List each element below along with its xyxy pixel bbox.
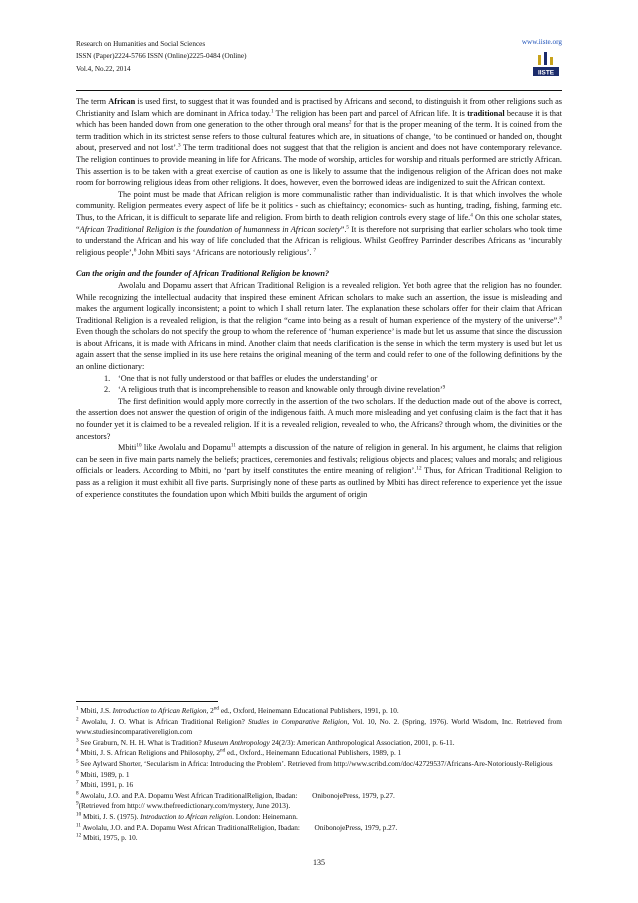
footnote-10: $^{10}$ Mbiti, J. S. (1975). Introduction to African religion. London: Heinemann. bbox=[76, 811, 298, 821]
page-number: 135 bbox=[313, 858, 325, 867]
logo-text: IISTE bbox=[538, 69, 554, 77]
list-item-text: ‘One that is not fully understood or that baffles or eludes the understanding’ or bbox=[118, 373, 378, 383]
issn-line: ISSN (Paper)2224-5766 ISSN (Online)2225-0484 (Online) bbox=[76, 52, 247, 61]
list-item bbox=[104, 373, 562, 385]
footnote-4: $^4$ Mbiti, J. S. African Religions and Philosophy, 2nd ed., Oxford., Heinemann Educational Publishers, 1989, p. 1 bbox=[76, 747, 402, 758]
list-item-number: 1. bbox=[104, 373, 111, 383]
list-item bbox=[104, 384, 562, 396]
volume-line: Vol.4, No.22, 2014 bbox=[76, 64, 131, 73]
footnote-11: $^{11}$ Awolalu, J.O. and P.A. Dopamu West African TraditionalReligion, Ibadan: OnibonojePress, 1979, p.27. bbox=[76, 822, 398, 832]
running-header bbox=[76, 38, 562, 90]
paragraph-5: Mbiti$^{10}$ like Awolalu and Dopamu$^{11}$ attempts a discussion of the nature of religion in general. In his argument, he claims that religion can be seen in five main parts namely the beliefs; practices, ceremonies and festivals; religious objects and places; values and morals; and religious officials or leaders. According to Mbiti, no ‘part by itself constitutes the entire meaning of religion’.$^{12}$ Thus, for African Traditional Religion to pass as a religion it must exhibit all five parts. Surprisingly none of these parts as outlined by Mbiti has direct reference to experience yet the issue of experience constitutes the foundation upon which Mbiti builds the argument of origin bbox=[76, 442, 562, 499]
footnote-1: $^1$ Mbiti, J.S. Introduction to African Religion, 2nd ed., Oxford, Heinemann Educational Publishers, 1991, p. 10. bbox=[76, 705, 399, 715]
footnote-6: $^6$ Mbiti, 1989, p. 1 bbox=[76, 769, 130, 779]
journal-name: Research on Humanities and Social Sciences bbox=[76, 40, 206, 48]
journal-url-link[interactable]: www.iiste.org bbox=[521, 38, 562, 46]
footnote-9: $^9$(Retrieved from http:// www.thefreedictionary.com/mystery, June 2013). bbox=[76, 800, 291, 811]
paragraph-2: The point must be made that African religion is more communalistic rather than individualistic. It is that which involves the whole community. Religion permeates every aspect of life be it politics - such as chieftaincy; economics- such as hunting, trading, fishing, farming etc. Thus, to the African, it is difficult to separate life and religion. From birth to death religion controls every stage of life.$^4$ On this one scholar states, “African Traditional Religion is the foundation of humanness in African society”.$^5$ It is therefore not surprising that earlier scholars who took time to understand the African and his way of life concluded that the African is religious. Whilst Geoffrey Parrinder describes Africans as ‘incurably religious people’,$^6$ John Mbiti says ‘Africans are notoriously religious’. $^7$ bbox=[76, 189, 562, 257]
header-rule bbox=[76, 90, 562, 91]
footnote-7: $^7$ Mbiti, 1991, p. 16 bbox=[76, 779, 134, 790]
footnote-3: $^3$ See Graburn, N. H. H. What is Tradition? Museum Anthropology 24(2/3): American Anthropological Association, 2001, p. 6-11. bbox=[76, 737, 455, 747]
section-heading: Can the origin and the founder of African Traditional Religion be known? bbox=[76, 269, 330, 279]
definition-list bbox=[76, 373, 562, 396]
footnote-8: $^8$ Awolalu, J.O. and P.A. Dopamu West African TraditionalReligion, Ibadan: OnibonojePress, 1979, p.27. bbox=[76, 790, 395, 800]
iiste-logo-icon bbox=[532, 51, 560, 77]
footnotes bbox=[76, 706, 562, 844]
article-body bbox=[76, 96, 562, 500]
paragraph-1: The term African is used first, to suggest that it was founded and is practised by Africans and second, to distinguish it from other religions such as Christianity and Islam which are dominant in Africa today.$^1$ The religion has been part and parcel of African life. It is traditional because it is that which has been handed down from one generation to the other through oral means$^2$ for that is the proper meaning of the term. It is coined from the term tradition which in its strictest sense refers to those cultural features which are, in situations of change, ‘to be continued or handed on, thought about, preserved and not lost’.$^3$ The term traditional does not suggest that that the religion is ancient and does not have contemporary relevance. The religion continues to provide meaning in life for Africans. The mode of worship, articles for worship and rituals performed are strictly African. This assertion is to be taken with a great exercise of caution as one is likely to assume that the indigenous religion of the African does not make room for borrowing religious ideas from other religions. It does, however, even the borrowed ideas are indigenized to suit the African context. bbox=[76, 97, 562, 188]
list-item-text: ‘A religious truth that is incomprehensible to reason and knowable only through divine revelation’$^9$ bbox=[118, 384, 446, 395]
footnote-2: $^2$ Awolalu, J. O. What is African Traditional Religion? Studies in Comparative Religion, Vol. 10, No. 2. (Spring, 1976). World Wisdom, Inc. Retrieved from www.studiesincomparativereligion.com bbox=[76, 716, 562, 737]
paragraph-4: The first definition would apply more correctly in the assertion of the two scholars. If the deduction made out of the above is correct, the assertion does not answer the question of origin of the indigenous faith. A much more misleading and yet confusing claim is the fact that it has no founder yet it is claimed to be a revealed religion. If it is a revealed religion, revealed to who, the Africans? through whom, the divinities or the ancestors? bbox=[76, 396, 562, 441]
footnote-rule bbox=[76, 701, 218, 702]
footnote-5: $^5$ See Aylward Shorter, ‘Secularism in Africa: Introducing the Problem’. Retrieved from http://www.scribd.com/doc/42729537/Africans-Are-Notoriously-Religious bbox=[76, 758, 553, 768]
paragraph-3: Awolalu and Dopamu assert that African Traditional Religion is a revealed religion. Yet both agree that the religion has no founder. While recognizing the intellectual audacity that inspired these eminent African scholars to make such an assertion, the issue is misleading and makes the argument logically inconsistent; a point to which I shall return later. The explanation these scholars offer for their claim that African Traditional Religion is a revealed religion, is that the religion “came into being as a result of human experience of the mystery of the universe”.$^8$ Even though the scholars do not specify the group to whom the reference of ‘human experience’ is made but let us assume that since the discussion is about Africans, it is made with Africans in mind. Another claim that needs clarification is the sense in which the term mystery is used but let us again assert that the sense implied in its use here retains the original meaning of the term and could refer to one of the following definitions by the an online dictionary: bbox=[76, 280, 562, 372]
footnote-12: $^{12}$ Mbiti, 1975, p. 10. bbox=[76, 832, 138, 843]
list-item-number: 2. bbox=[104, 385, 111, 395]
